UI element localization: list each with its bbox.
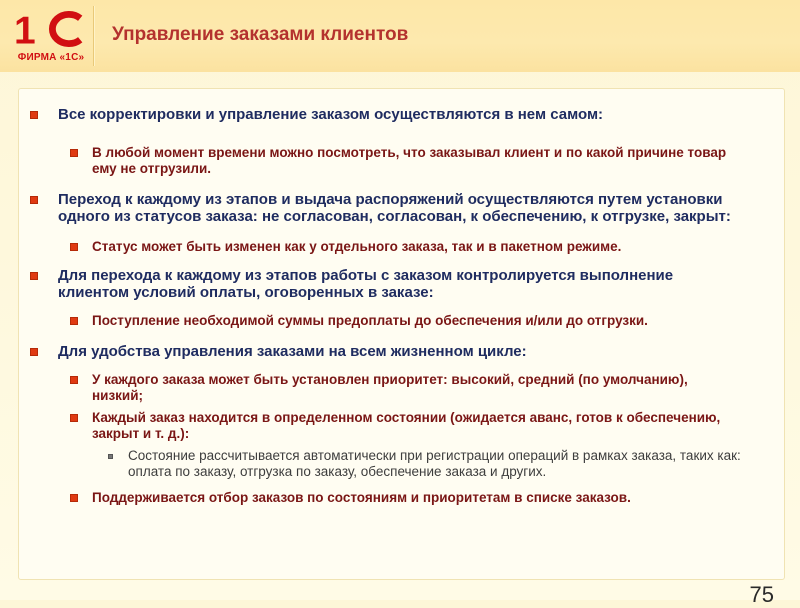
header-bar (0, 0, 800, 72)
list-item-text: Все корректировки и управление заказом осуществляются в нем самом: (58, 106, 604, 123)
header-divider (93, 6, 94, 66)
square-bullet-icon (70, 414, 78, 422)
list-item-text: Состояние рассчитывается автоматически при регистрации операций в рамках заказа, таких как: оплата по заказу, отгрузка по заказу, обеспечение заказа и других. (128, 448, 741, 479)
page-number: 75 (749, 582, 774, 607)
company-logo (8, 6, 92, 68)
small-bullet-icon (108, 454, 113, 459)
list-item-text: Переход к каждому из этапов и выдача распоряжений осуществляются путем установки одного из статусов заказа: не согласован, согласован, к обеспечению, к отгрузке, закрыт: (58, 191, 731, 225)
list-item (30, 239, 770, 255)
square-bullet-icon (70, 149, 78, 157)
square-bullet-icon (30, 111, 38, 119)
list-item (30, 267, 738, 301)
page-title: Управление заказами клиентов (112, 24, 409, 45)
list-item-text: Поддерживается отбор заказов по состояниям и приоритетам в списке заказов. (92, 490, 631, 505)
list-item-text: Для перехода к каждому из этапов работы с заказом контролируется выполнение клиентом условий оплаты, оговоренных в заказе: (58, 267, 674, 301)
list-item (30, 313, 770, 329)
list-item-text: Статус может быть изменен как у отдельного заказа, так и в пакетном режиме. (92, 239, 622, 254)
square-bullet-icon (30, 348, 38, 356)
list-item (30, 490, 770, 506)
logo-1c-mark (12, 8, 88, 50)
list-item (30, 372, 712, 404)
square-bullet-icon (30, 196, 38, 204)
list-item (30, 145, 752, 177)
list-item (30, 343, 770, 360)
square-bullet-icon (70, 317, 78, 325)
square-bullet-icon (70, 376, 78, 384)
svg-text:1: 1 (13, 9, 36, 50)
list-item (30, 191, 778, 225)
list-item (30, 410, 732, 442)
list-item-text: У каждого заказа может быть установлен приоритет: высокий, средний (по умолчанию), низкий; (92, 372, 688, 403)
square-bullet-icon (30, 272, 38, 280)
list-item (30, 448, 768, 480)
list-item-text: Поступление необходимой суммы предоплаты до обеспечения и/или до отгрузки. (92, 313, 648, 328)
square-bullet-icon (70, 243, 78, 251)
list-item-text: Для удобства управления заказами на всем жизненном цикле: (58, 343, 527, 360)
square-bullet-icon (70, 494, 78, 502)
slide-content (30, 106, 770, 505)
list-item-text: В любой момент времени можно посмотреть, что заказывал клиент и по какой причине товар ему не отгрузили. (92, 145, 727, 176)
logo-caption: ФИРМА «1С» (17, 52, 85, 63)
list-item-text: Каждый заказ находится в определенном состоянии (ожидается аванс, готов к обеспечению, закрыт и т. д.): (92, 410, 721, 441)
list-item (30, 106, 770, 123)
